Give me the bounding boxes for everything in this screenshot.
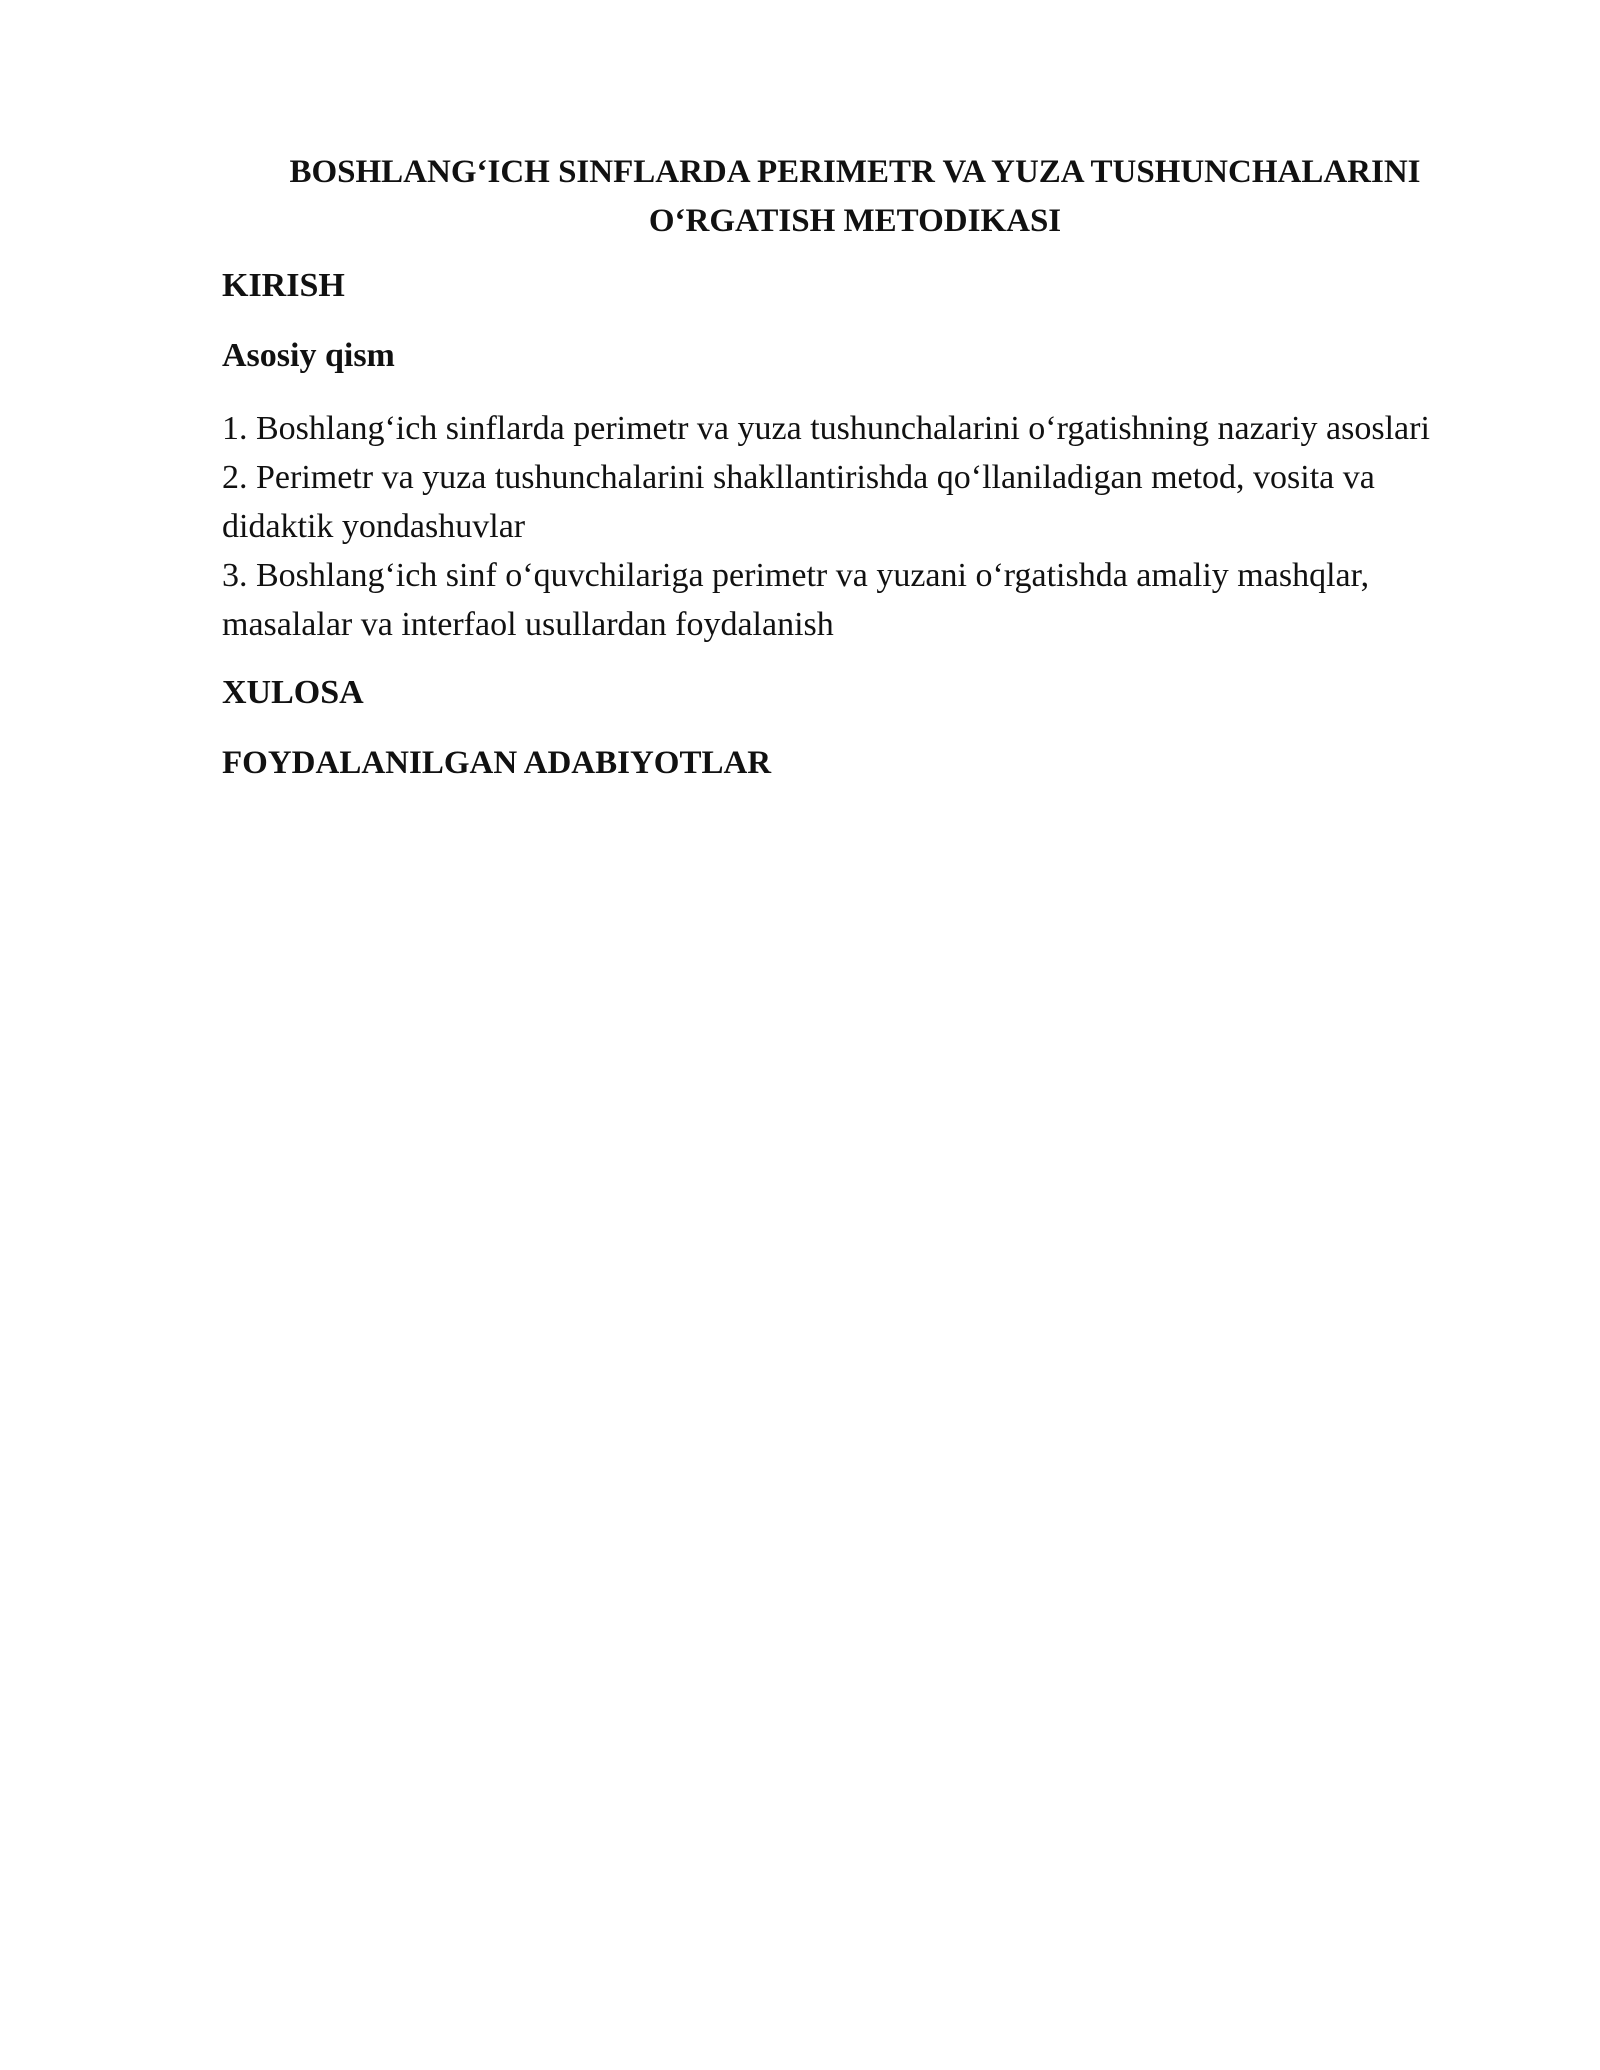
heading-intro: KIRISH: [222, 267, 345, 304]
list-item-1: 1. Boshlang‘ich sinflarda perimetr va yuza tushunchalarini o‘rgatishning nazariy asoslari: [222, 410, 1430, 447]
list-item-2: 2. Perimetr va yuza tushunchalarini shakllantirishda qo‘llaniladigan metod, vosita va didaktik yondashuvlar: [222, 459, 1375, 545]
heading-references: FOYDALANILGAN ADABIYOTLAR: [222, 745, 772, 781]
heading-conclusion: XULOSA: [222, 674, 364, 711]
document-content: [222, 148, 1482, 785]
list-item-3: 3. Boshlang‘ich sinf o‘quvchilariga perimetr va yuzani o‘rgatishda amaliy mashqlar, masalalar va interfaol usullardan foydalanish: [222, 557, 1370, 643]
document-title: [225, 148, 1485, 246]
heading-main-part: Asosiy qism: [222, 337, 395, 374]
document-title-line-2: O‘RGATISH METODIKASI: [648, 203, 1062, 239]
document-title-line-1: BOSHLANG‘ICH SINFLARDA PERIMETR VA YUZA TUSHUNCHALARINI: [289, 154, 1421, 190]
main-part-list: [222, 404, 1482, 649]
